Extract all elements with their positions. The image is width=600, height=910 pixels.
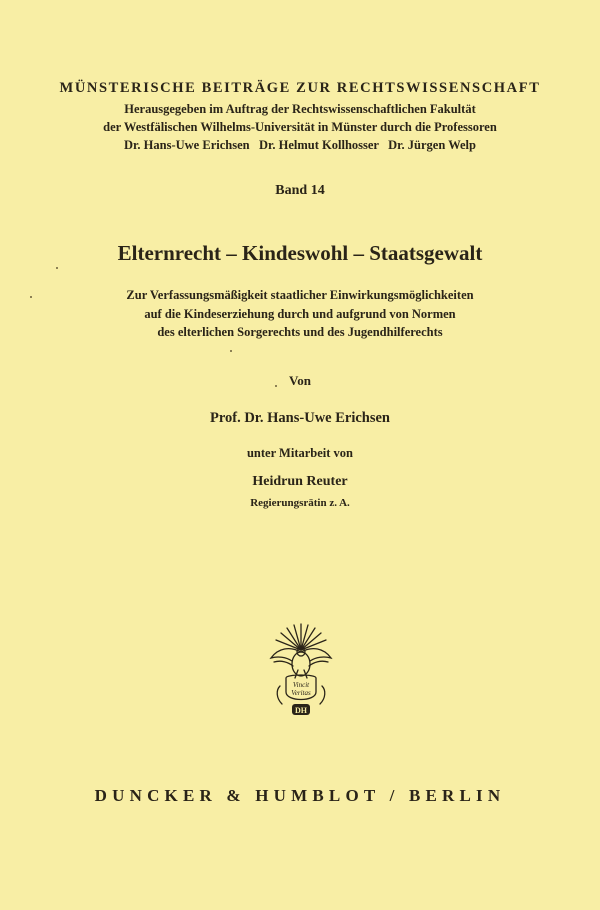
motto-line-2: Veritas: [291, 689, 311, 697]
series-title: MÜNSTERISCHE BEITRÄGE ZUR RECHTSWISSENSCHAFT: [59, 80, 541, 96]
eagle-emblem-icon: [266, 620, 336, 720]
coauthor-title: Regierungsrätin z. A.: [250, 497, 350, 509]
collaboration-label: unter Mitarbeit von: [246, 446, 353, 460]
print-speck: [275, 385, 277, 387]
editors-line-1: Herausgegeben im Auftrag der Rechtswissenschaftlichen Fakultät: [124, 102, 476, 116]
coauthor-name: Heidrun Reuter: [252, 474, 348, 489]
by-label: Von: [289, 373, 311, 388]
editors-line-3: Dr. Hans-Uwe Erichsen Dr. Helmut Kollhosser Dr. Jürgen Welp: [124, 138, 476, 152]
author-name: Prof. Dr. Hans-Uwe Erichsen: [209, 410, 391, 426]
print-speck: [230, 350, 232, 352]
editors-line-2: der Westfälischen Wilhelms-Universität in Münster durch die Professoren: [103, 120, 497, 134]
motto-line-1: Vincit: [292, 681, 310, 689]
subtitle-line-3: des elterlichen Sorgerechts und des Jugendhilferechts: [157, 325, 443, 339]
book-subtitle: [0, 286, 600, 342]
publisher-name: DUNCKER & HUMBLOT / BERLIN: [94, 786, 506, 805]
print-speck: [30, 296, 32, 298]
book-title: Elternrecht – Kindeswohl – Staatsgewalt: [117, 241, 483, 265]
volume-number: Band 14: [275, 183, 325, 198]
monogram: DH: [295, 706, 307, 715]
subtitle-line-1: Zur Verfassungsmäßigkeit staatlicher Einwirkungsmöglichkeiten: [126, 288, 474, 302]
subtitle-line-2: auf die Kindeserziehung durch und aufgrund von Normen: [144, 306, 456, 321]
print-speck: [56, 267, 58, 269]
series-editors: [0, 100, 600, 154]
